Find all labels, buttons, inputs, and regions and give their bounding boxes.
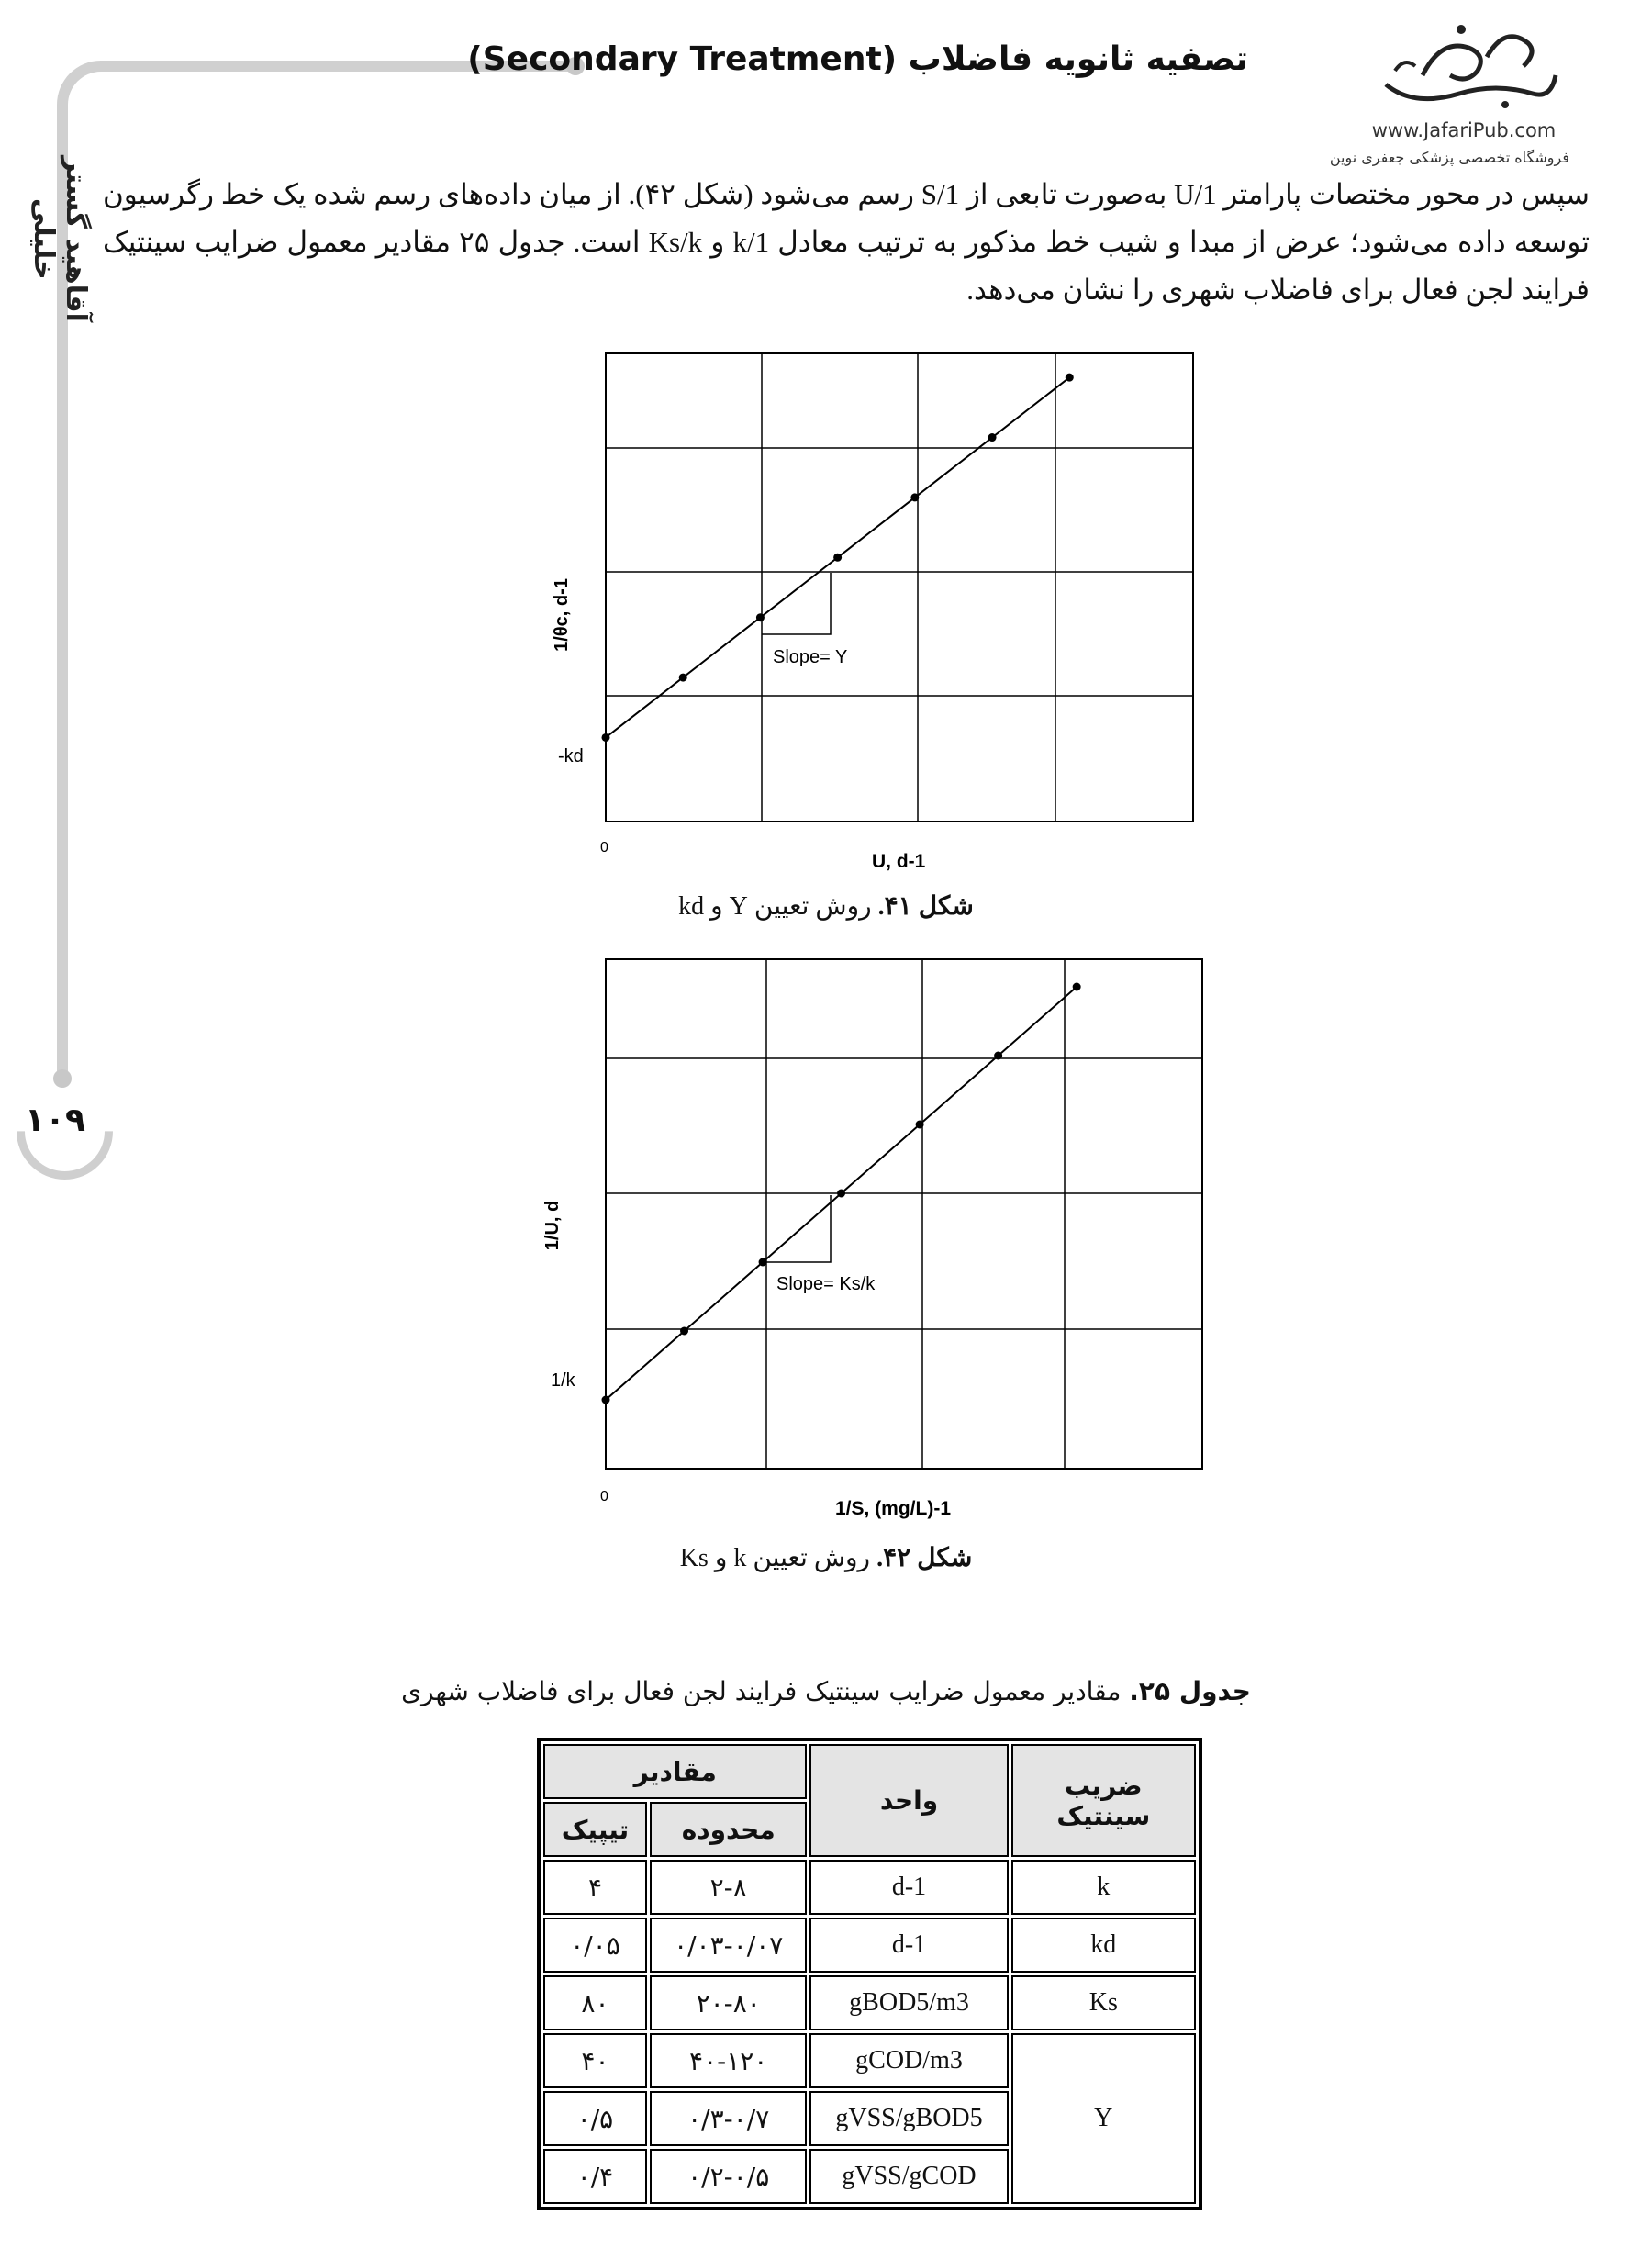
figure-42-chart <box>532 945 1211 1533</box>
slope-label: Slope= Ks/k <box>776 1274 876 1294</box>
cell-coef: kd <box>1011 1918 1196 1973</box>
figure-41-chart <box>532 340 1211 890</box>
data-point <box>910 493 919 501</box>
figure-41-caption <box>0 890 1652 922</box>
body-paragraph: سپس در محور مختصات پارامتر 1/U به‌صورت تابعی از 1/S رسم می‌شود (شکل ۴۲). از میان داده‌های رسم شده یک خط رگرسیون توسعه داده می‌شود؛ عرض از مبدا و شیب خط مذکور به ترتیب معادل 1/k و Ks/k است. جدول ۲۵ مقادیر معمول ضرایب سینتیک فرایند لجن فعال برای فاضلاب شهری را نشان می‌دهد. <box>103 178 1590 306</box>
x-axis-label: U, d-1 <box>872 851 926 872</box>
data-point <box>994 1052 1002 1060</box>
publisher-caption: فروشگاه تخصصی پزشکی جعفری نوین <box>1329 149 1569 166</box>
table-caption-number: جدول ۲۵. <box>1129 1676 1251 1706</box>
slope-triangle <box>762 573 831 634</box>
page-number: ۱۰۹ <box>25 1102 85 1139</box>
header-values: مقادیر <box>543 1744 807 1799</box>
intercept-label: 1/k <box>551 1370 575 1391</box>
logo-icon <box>1358 20 1569 117</box>
plot-frame <box>606 959 1202 1469</box>
plot-frame <box>606 353 1193 822</box>
side-author-label: آقاهید گستر خلیلی <box>28 155 92 322</box>
cell-unit: d-1 <box>809 1860 1008 1915</box>
data-point <box>680 1327 688 1336</box>
figure-42-caption <box>0 1542 1652 1573</box>
grid <box>606 353 1193 822</box>
data-point <box>837 1190 845 1198</box>
cell-typical: ۰/۴ <box>543 2149 647 2204</box>
publisher-url: www.JafariPub.com <box>1371 119 1557 141</box>
origin-label: 0 <box>600 1489 608 1504</box>
cell-unit: gVSS/gBOD5 <box>809 2091 1008 2146</box>
table-header-row <box>543 1744 1196 1799</box>
header-typical: تیپیک <box>543 1802 647 1857</box>
cell-typical: ۴۰ <box>543 2033 647 2088</box>
data-point <box>833 554 842 562</box>
table-row <box>543 2033 1196 2088</box>
figure-caption-text: روش تعیین k و Ks <box>679 1544 871 1572</box>
data-point <box>602 1396 610 1404</box>
y-axis-label: 1/θc, d-1 <box>552 578 572 652</box>
table-row <box>543 1918 1196 1973</box>
y-axis-label: 1/U, d <box>542 1200 563 1251</box>
cell-range: ۰/۲-۰/۵ <box>650 2149 808 2204</box>
cell-coef: Y <box>1011 2033 1196 2204</box>
slope-triangle <box>766 1195 831 1262</box>
grid <box>606 959 1202 1469</box>
cell-range: ۰/۰۳-۰/۰۷ <box>650 1918 808 1973</box>
data-point <box>1066 374 1074 382</box>
cell-unit: gCOD/m3 <box>809 2033 1008 2088</box>
figure-caption-text: روش تعیین Y و kd <box>678 892 872 921</box>
cell-typical: ۰/۰۵ <box>543 1918 647 1973</box>
cell-range: ۴۰-۱۲۰ <box>650 2033 808 2088</box>
publisher-logo <box>1358 20 1569 158</box>
origin-label: 0 <box>600 840 608 856</box>
cell-range: ۲۰-۸۰ <box>650 1975 808 2030</box>
data-series <box>602 374 1074 742</box>
cell-unit: d-1 <box>809 1918 1008 1973</box>
x-axis-label: 1/S, (mg/L)-1 <box>835 1498 952 1519</box>
data-point <box>988 433 997 442</box>
table-row <box>543 1975 1196 2030</box>
cell-range: ۰/۳-۰/۷ <box>650 2091 808 2146</box>
kinetic-coefficients-table <box>537 1738 1202 2210</box>
data-point <box>602 733 610 742</box>
data-point <box>1073 983 1081 991</box>
header-range: محدوده <box>650 1802 808 1857</box>
data-point <box>679 674 687 682</box>
table-caption <box>0 1676 1652 1706</box>
table-caption-text: مقادیر معمول ضرایب سینتیک فرایند لجن فعال برای فاضلاب شهری <box>401 1676 1122 1706</box>
slope-label: Slope= Y <box>773 647 848 667</box>
header-unit: واحد <box>809 1744 1008 1857</box>
page-header-title: تصفیه ثانویه فاضلاب (Secondary Treatment) <box>467 40 1248 78</box>
cell-coef: k <box>1011 1860 1196 1915</box>
data-point <box>759 1258 767 1267</box>
cell-range: ۲-۸ <box>650 1860 808 1915</box>
cell-unit: gBOD5/m3 <box>809 1975 1008 2030</box>
header-coef: ضریب سینتیک <box>1011 1744 1196 1857</box>
intercept-label: -kd <box>558 746 584 766</box>
table-row <box>543 1860 1196 1915</box>
cell-typical: ۰/۵ <box>543 2091 647 2146</box>
cell-unit: gVSS/gCOD <box>809 2149 1008 2204</box>
data-point <box>916 1121 924 1129</box>
cell-typical: ۴ <box>543 1860 647 1915</box>
figure-caption-number: شکل ۴۲. <box>876 1544 973 1572</box>
cell-coef: Ks <box>1011 1975 1196 2030</box>
data-point <box>756 613 765 621</box>
cell-typical: ۸۰ <box>543 1975 647 2030</box>
figure-caption-number: شکل ۴۱. <box>877 892 974 921</box>
